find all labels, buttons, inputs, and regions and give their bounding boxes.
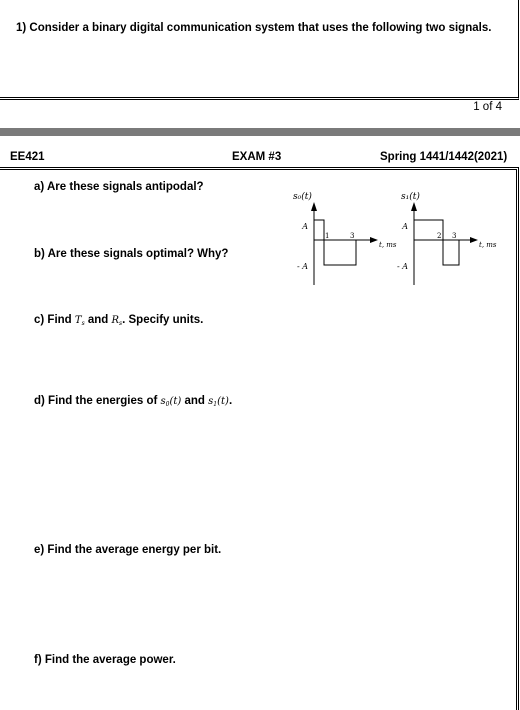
symbol-rs [112, 315, 123, 326]
symbol-rs-sub: s [119, 320, 123, 327]
s1-neg-level: - A [396, 262, 408, 271]
course-code: EE421 [10, 151, 45, 163]
s0-ylabel: s₀(t) [293, 192, 312, 202]
symbol-s1-sub: 1 [213, 401, 218, 408]
part-c-suffix: . Specify units. [122, 314, 204, 326]
part-f-text: f) Find the average power. [34, 654, 176, 666]
exam-title: EXAM #3 [232, 151, 282, 163]
s0-x-arrow [370, 237, 378, 243]
s0-signal-plot [288, 185, 398, 290]
symbol-s1-base: s [208, 396, 214, 407]
question-1-text: 1) Consider a binary digital communication system that uses the following two signals. [16, 22, 492, 34]
s1-pos-level: A [402, 222, 408, 231]
question-box [0, 0, 519, 100]
s0-pos-level: A [302, 222, 308, 231]
page-number: 1 of 4 [473, 101, 502, 113]
s0-tick-3: 3 [350, 232, 355, 240]
s1-ylabel: s₁(t) [401, 192, 420, 202]
s1-xlabel: t, ms [479, 241, 497, 249]
s1-signal-plot [386, 185, 511, 290]
part-a-text: a) Are these signals antipodal? [34, 181, 204, 193]
s1-tick-3: 3 [452, 232, 457, 240]
s1-tick-2: 2 [437, 232, 442, 240]
symbol-s0-arg: (t) [169, 396, 182, 407]
symbol-ts [75, 315, 85, 326]
part-c-prefix: c) Find [34, 314, 75, 326]
part-d-and: and [181, 395, 209, 407]
part-c-text [34, 314, 203, 327]
s0-waveform [314, 220, 356, 265]
part-d-prefix: d) Find the energies of [34, 395, 161, 407]
s0-tick-1: 1 [325, 232, 330, 240]
symbol-ts-sub: s [81, 320, 85, 327]
part-e-text: e) Find the average energy per bit. [34, 544, 222, 556]
part-b-text: b) Are these signals optimal? Why? [34, 248, 229, 260]
symbol-ts-base: T [74, 315, 82, 326]
symbol-rs-base: R [111, 315, 120, 326]
separator-band [0, 128, 520, 136]
symbol-s0-sub: 0 [165, 401, 170, 408]
s1-x-arrow [470, 237, 478, 243]
symbol-s0 [161, 396, 182, 407]
symbol-s1 [208, 396, 229, 407]
s1-waveform [414, 220, 459, 265]
s1-y-arrow [411, 202, 417, 211]
part-d-text [34, 395, 232, 408]
s0-y-arrow [311, 202, 317, 211]
s0-xlabel: t, ms [379, 241, 397, 249]
part-d-suffix: . [228, 395, 233, 407]
symbol-s0-base: s [160, 396, 166, 407]
exam-term: Spring 1441/1442(2021) [380, 151, 508, 163]
symbol-s1-arg: (t) [217, 396, 229, 407]
s0-neg-level: - A [296, 262, 308, 271]
part-c-and: and [84, 314, 112, 326]
